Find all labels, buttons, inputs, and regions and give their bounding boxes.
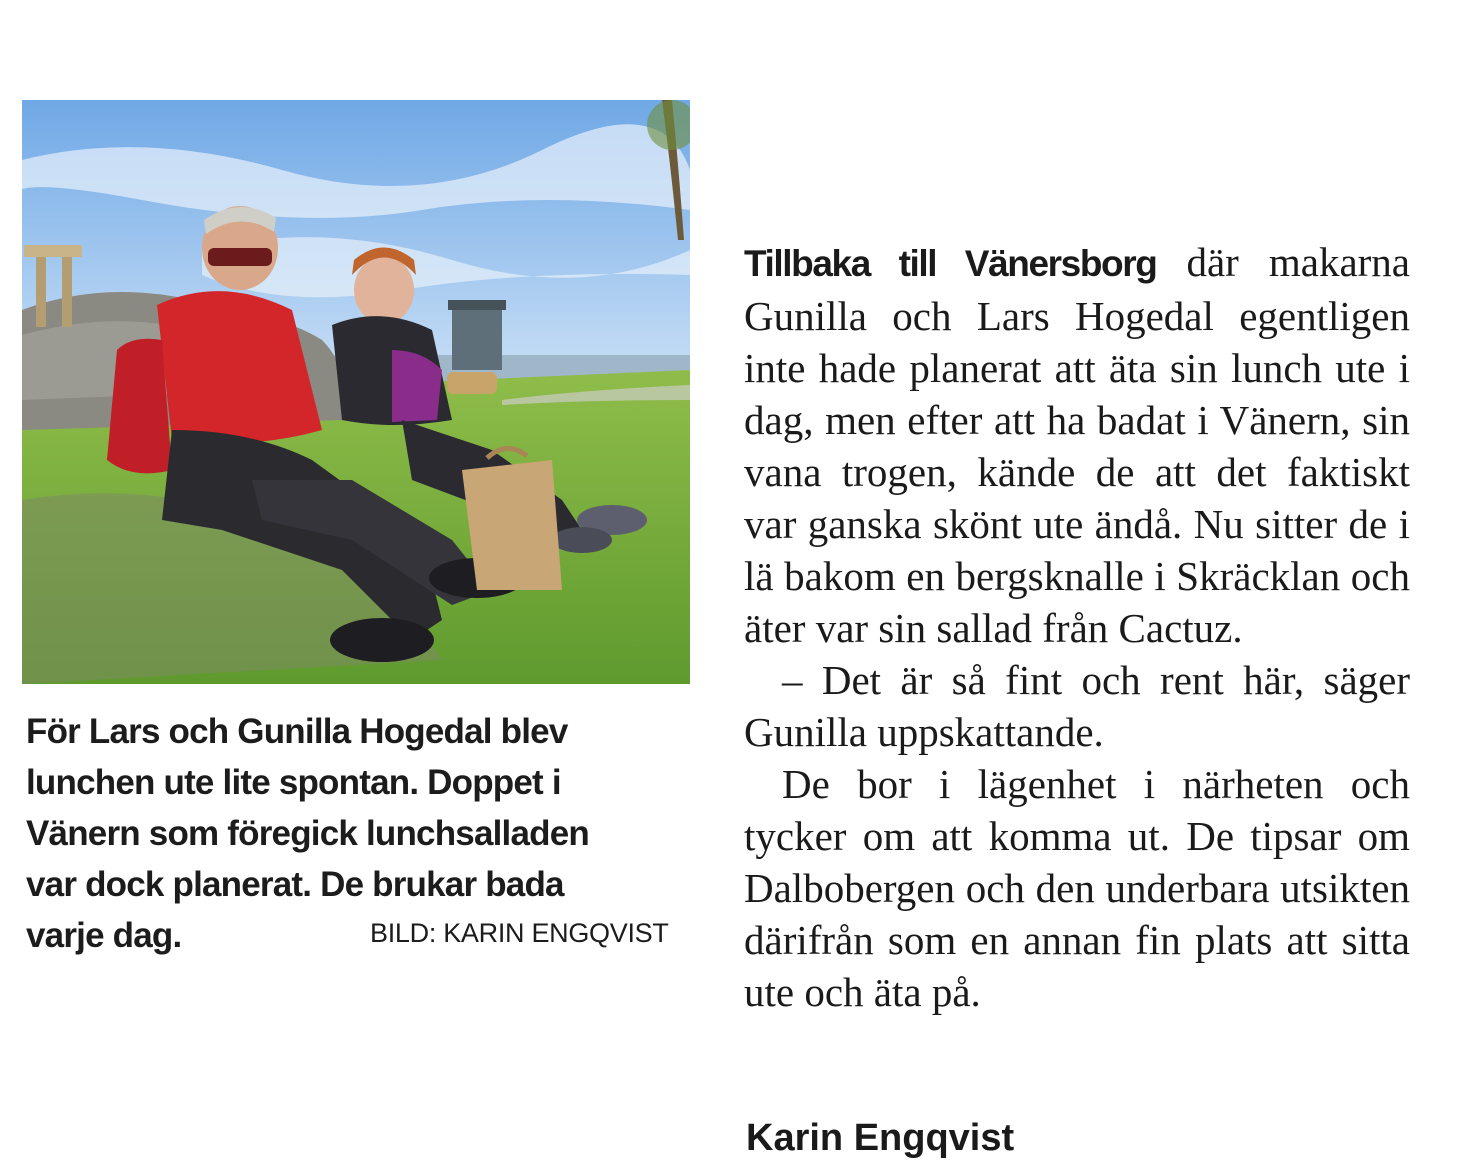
- caption-line: lunchen ute lite spontan. Doppet i: [26, 763, 561, 802]
- caption-line: varje dag.: [26, 916, 182, 955]
- caption-line: var dock planerat. De brukar bada: [26, 865, 564, 904]
- caption-line: För Lars och Gunilla Hogedal blev: [26, 712, 568, 751]
- article-paragraph: [744, 236, 1410, 654]
- photo-credit: BILD: KARIN ENGQVIST: [370, 918, 669, 948]
- caption-line: Vänern som föregick lunchsalladen: [26, 814, 589, 853]
- byline: Karin Engqvist: [746, 1117, 1015, 1159]
- article-paragraph: De bor i lägenhet i närheten och tycker om att komma ut. De tipsar om Dalbobergen och den underbara utsikten därifrån som en annan fin plats att sitta ute och äta på.: [744, 761, 1410, 1015]
- article-body: [744, 236, 1410, 1018]
- photo-illustration: [22, 100, 690, 684]
- article-photo: [22, 100, 690, 684]
- lead-in: Tillbaka till Vänersborg: [744, 243, 1157, 284]
- article-paragraph: – Det är så fint och rent här, säger Gunilla uppskattande.: [744, 657, 1410, 755]
- paragraph-text: där makarna Gunilla och Lars Hogedal egentligen inte hade planerat att äta sin lunch ute i dag, men efter att ha badat i Vänern, sin vana trogen, kände de att det faktiskt var ganska skönt ute ändå. Nu sitter de i lä bakom en bergsknalle i Skräcklan och äter var sin sallad från Cactuz.: [744, 239, 1410, 651]
